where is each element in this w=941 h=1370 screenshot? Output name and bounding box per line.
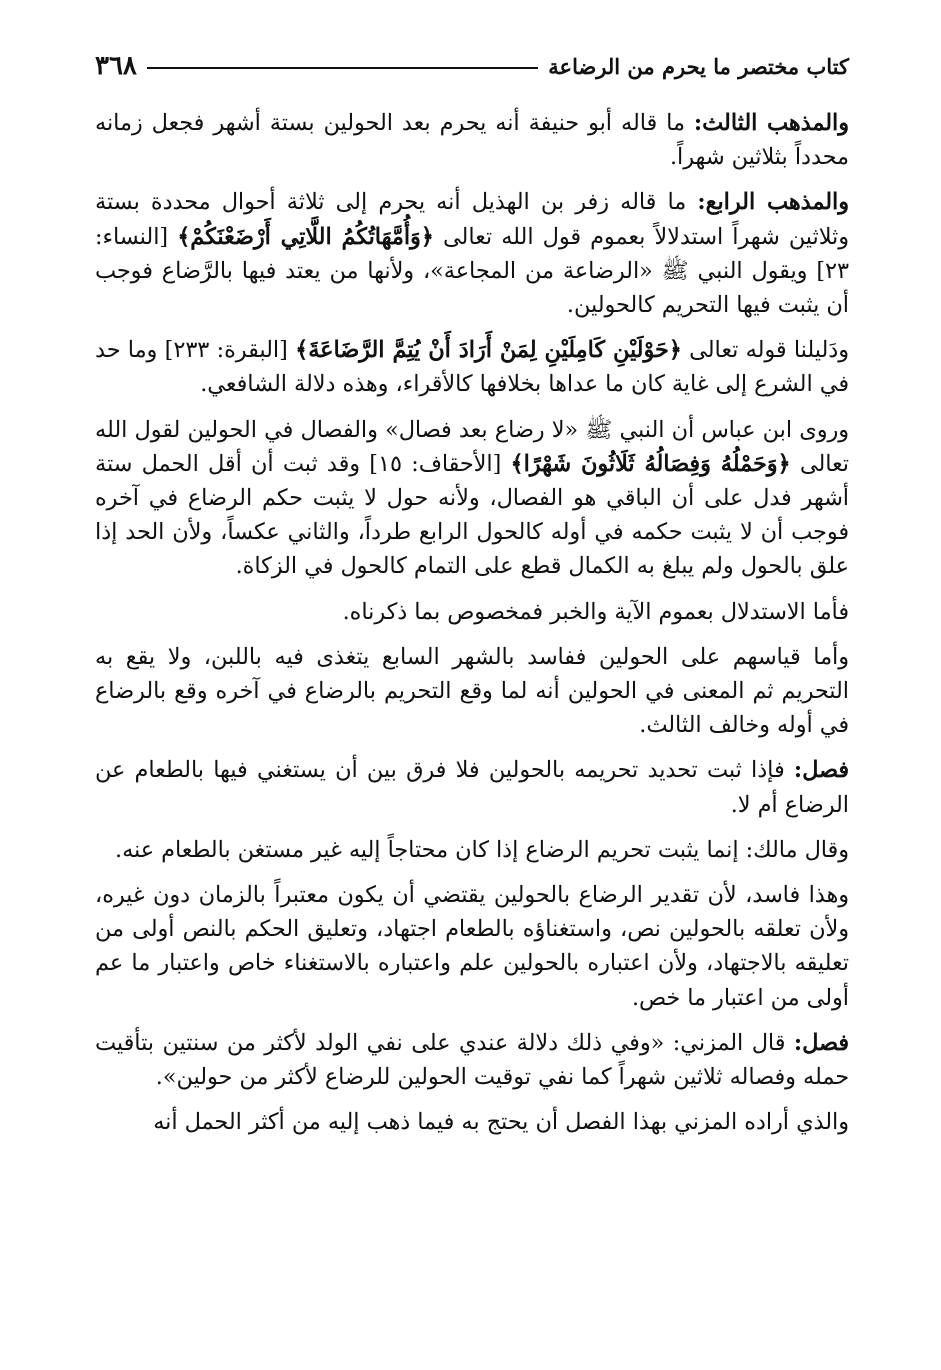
paragraph-text: والذي أراده المزني بهذا الفصل أن يحتج به فيما ذهب إليه من أكثر الحمل أنه [153, 1109, 849, 1136]
paragraph [95, 1026, 849, 1094]
paragraph-text: ما قاله أبو حنيفة أنه يحرم بعد الحولين بستة أشهر فجعل زمانه محدداً بثلاثين شهراً. [95, 110, 849, 171]
paragraph [95, 640, 849, 743]
paragraph-text: [النساء: ٢٣] ويقول النبي ﷺ «الرضاعة من المجاعة»، ولأنها من يعتد فيها بالرَّضاع فوجب أن يثبت فيها التحريم كالحولين. [95, 223, 849, 319]
paragraph-lead: والمذهب الرابع: [697, 189, 849, 216]
header-title: كتاب مختصر ما يحرم من الرضاعة [548, 53, 849, 79]
paragraph-text: [الأحقاف: ١٥] وقد ثبت أن أقل الحمل ستة أشهر فدل على أن الباقي هو الفصال، ولأنه حول لا يثبت حكم الرضاع في آخره فوجب أن لا يثبت حكمه في أوله كالحول الرابع طرداً، والثاني عكساً، ولأن الحد إذا علق بالحول ولم يبلغ به الكمال قطع على التمام كالحول في الزكاة. [95, 450, 849, 580]
paragraph [95, 878, 849, 1015]
paragraph-lead: فصل: [793, 757, 849, 784]
body-text [95, 106, 849, 1139]
paragraph-text: ما قاله زفر بن الهذيل أنه يحرم إلى ثلاثة أحوال محددة بستة وثلاثين شهراً استدلالاً بعموم قول الله تعالى [95, 189, 849, 250]
paragraph-text: وقال مالك: إنما يثبت تحريم الرضاع إذا كان محتاجاً إليه غير مستغن بالطعام عنه. [114, 836, 849, 863]
paragraph-text: وهذا فاسد، لأن تقدير الرضاع بالحولين يقتضي أن يكون معتبراً بالزمان دون غيره، ولأن تعلقه بالحولين نص، واستغناؤه بالطعام اجتهاد، وتعليق الحكم بالنص أولى من تعليقه بالاجتهاد، ولأن اعتباره بالحولين علم واعتباره بالاستغناء خاص واعتبار ما عم أولى من اعتبار ما خص. [95, 882, 849, 1011]
paragraph [95, 106, 849, 174]
paragraph-text: فإذا ثبت تحديد تحريمه بالحولين فلا فرق بين أن يستغني فيها بالطعام عن الرضاع أم لا. [95, 757, 849, 818]
paragraph [95, 413, 849, 584]
paragraph [95, 333, 849, 401]
paragraph [95, 185, 849, 322]
paragraph-lead: فصل: [793, 1029, 849, 1056]
page-number: ٣٦٨ [95, 51, 137, 81]
paragraph-text: فأما الاستدلال بعموم الآية والخبر فمخصوص بما ذكرناه. [342, 598, 849, 625]
running-header [95, 48, 849, 84]
quran-quote: ﴿حَوْلَيْنِ كَامِلَيْنِ لِمَنْ أَرَادَ أَنْ يُتِمَّ الرَّضَاعَةَ﴾ [295, 337, 682, 364]
paragraph [95, 1105, 849, 1139]
paragraph-text: وروى ابن عباس أن النبي ﷺ «لا رضاع بعد فصال» والفصال في الحولين لقول الله تعالى [95, 416, 849, 477]
paragraph-text: ودَليلنا قوله تعالى [681, 337, 849, 364]
paragraph-text: وأما قياسهم على الحولين ففاسد بالشهر السابع يتغذى فيه باللبن، ولا يقع به التحريم ثم المعنى في الحولين أنه لما وقع التحريم بالرضاع في آخره وقع بالرضاع في أوله وخالف الثالث. [95, 643, 849, 739]
paragraph [95, 595, 849, 629]
paragraph-text: قال المزني: «وفي ذلك دلالة عندي على نفي الولد لأكثر من سنتين بتأقيت حمله وفصاله ثلاثين شهراً كما نفي توقيت الحولين للرضاع لأكثر من حولين». [95, 1029, 849, 1091]
header-rule [147, 67, 538, 69]
paragraph [95, 753, 849, 821]
paragraph-text: [البقرة: ٢٣٣] وما حد في الشرع إلى غاية كان ما عداها بخلافها كالأقراء، وهذه دلالة الشافعي. [95, 337, 849, 398]
quran-quote: ﴿وَأُمَّهَاتُكُمُ اللَّاتِي أَرْضَعْنَكُمْ﴾ [177, 223, 434, 250]
paragraph [95, 833, 849, 867]
paragraph-lead: والمذهب الثالث: [693, 110, 849, 136]
quran-quote: ﴿وَحَمْلُهُ وَفِصَالُهُ ثَلَاثُونَ شَهْرًا﴾ [510, 450, 791, 477]
